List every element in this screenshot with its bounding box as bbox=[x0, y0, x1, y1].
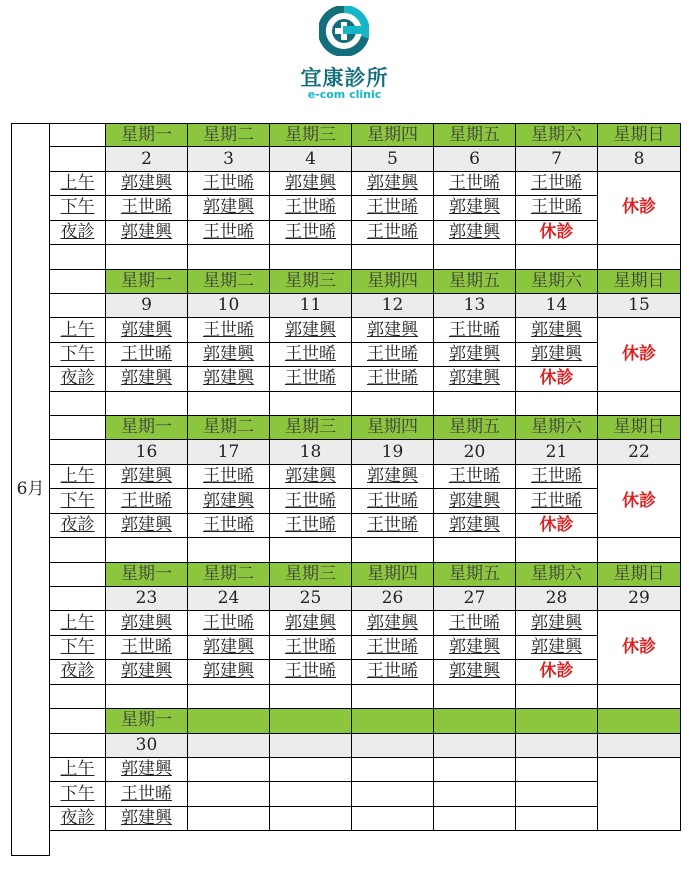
doctor-name: 王世晞 bbox=[270, 660, 352, 684]
blank-cell bbox=[50, 270, 106, 294]
clinic-subtitle: e-com clinic bbox=[307, 88, 382, 101]
slot-label: 夜診 bbox=[50, 660, 106, 684]
doctor-name: 王世晞 bbox=[270, 343, 352, 367]
slot-label: 夜診 bbox=[50, 221, 106, 245]
spacer-cell bbox=[270, 245, 352, 269]
doctor-name: 王世晞 bbox=[516, 172, 598, 196]
doctor-name: 郭建興 bbox=[188, 196, 270, 220]
slot-label: 下午 bbox=[50, 489, 106, 513]
doctor-name: 王世晞 bbox=[106, 636, 188, 660]
doctor-name: 王世晞 bbox=[188, 514, 270, 538]
date-cell: 12 bbox=[352, 294, 434, 318]
doctor-name: 郭建興 bbox=[352, 465, 434, 489]
doctor-name: 郭建興 bbox=[434, 221, 516, 245]
rest-label: 休診 bbox=[516, 221, 598, 245]
doctor-name: 王世晞 bbox=[270, 367, 352, 391]
date-cell: 5 bbox=[352, 147, 434, 171]
schedule-cell-empty bbox=[352, 758, 434, 782]
doctor-name: 郭建興 bbox=[106, 807, 188, 831]
blank-cell bbox=[50, 416, 106, 440]
weekday-header: 星期日 bbox=[598, 563, 681, 587]
doctor-name: 王世晞 bbox=[270, 636, 352, 660]
weekday-header: 星期一 bbox=[106, 416, 188, 440]
spacer-cell bbox=[106, 245, 188, 269]
date-cell: 14 bbox=[516, 294, 598, 318]
schedule-cell-empty bbox=[188, 758, 270, 782]
slot-label: 夜診 bbox=[50, 367, 106, 391]
doctor-name: 王世晞 bbox=[188, 465, 270, 489]
schedule-cell-empty bbox=[516, 758, 598, 782]
doctor-name: 郭建興 bbox=[106, 221, 188, 245]
weekday-header-empty bbox=[516, 709, 598, 733]
date-cell: 22 bbox=[598, 440, 681, 464]
weekday-header: 星期五 bbox=[434, 123, 516, 147]
blank-cell bbox=[50, 123, 106, 147]
date-cell: 13 bbox=[434, 294, 516, 318]
blank-cell bbox=[50, 440, 106, 464]
doctor-name: 王世晞 bbox=[106, 489, 188, 513]
sunday-rest-label: 休診 bbox=[598, 172, 681, 245]
weekday-header: 星期三 bbox=[270, 563, 352, 587]
doctor-name: 郭建興 bbox=[106, 611, 188, 635]
date-cell: 16 bbox=[106, 440, 188, 464]
spacer-cell bbox=[188, 392, 270, 416]
doctor-name: 王世晞 bbox=[434, 318, 516, 342]
date-cell: 20 bbox=[434, 440, 516, 464]
weekday-header: 星期二 bbox=[188, 416, 270, 440]
doctor-name: 郭建興 bbox=[516, 636, 598, 660]
date-cell: 7 bbox=[516, 147, 598, 171]
weekday-header: 星期一 bbox=[106, 563, 188, 587]
doctor-name: 郭建興 bbox=[516, 318, 598, 342]
schedule-cell-empty bbox=[352, 807, 434, 831]
doctor-name: 王世晞 bbox=[270, 489, 352, 513]
weekday-header: 星期五 bbox=[434, 270, 516, 294]
doctor-name: 王世晞 bbox=[516, 196, 598, 220]
blank-cell bbox=[50, 563, 106, 587]
spacer-cell bbox=[50, 245, 106, 269]
slot-label: 上午 bbox=[50, 465, 106, 489]
doctor-name: 郭建興 bbox=[434, 660, 516, 684]
spacer-cell bbox=[352, 245, 434, 269]
doctor-name: 王世晞 bbox=[352, 514, 434, 538]
doctor-name: 王世晞 bbox=[106, 196, 188, 220]
clinic-name: 宜康診所 bbox=[300, 66, 389, 90]
date-cell: 9 bbox=[106, 294, 188, 318]
doctor-name: 郭建興 bbox=[188, 660, 270, 684]
doctor-name: 郭建興 bbox=[106, 758, 188, 782]
weekday-header: 星期五 bbox=[434, 563, 516, 587]
date-cell-empty bbox=[598, 734, 681, 758]
weekday-header: 星期一 bbox=[106, 270, 188, 294]
date-cell: 6 bbox=[434, 147, 516, 171]
doctor-name: 郭建興 bbox=[434, 196, 516, 220]
doctor-name: 郭建興 bbox=[106, 465, 188, 489]
spacer-cell bbox=[270, 538, 352, 562]
spacer-cell bbox=[352, 392, 434, 416]
weekday-header: 星期三 bbox=[270, 270, 352, 294]
spacer-cell bbox=[434, 245, 516, 269]
date-cell: 19 bbox=[352, 440, 434, 464]
doctor-name: 郭建興 bbox=[106, 660, 188, 684]
clinic-header bbox=[0, 0, 689, 118]
blank-cell bbox=[50, 709, 106, 733]
date-cell: 18 bbox=[270, 440, 352, 464]
weekday-header: 星期日 bbox=[598, 270, 681, 294]
doctor-name: 王世晞 bbox=[270, 221, 352, 245]
blank-cell bbox=[50, 587, 106, 611]
date-cell-empty bbox=[434, 734, 516, 758]
doctor-name: 郭建興 bbox=[270, 318, 352, 342]
doctor-name: 王世晞 bbox=[352, 343, 434, 367]
sunday-empty bbox=[598, 758, 681, 831]
schedule-cell-empty bbox=[188, 807, 270, 831]
doctor-name: 王世晞 bbox=[188, 221, 270, 245]
weekday-header-empty bbox=[352, 709, 434, 733]
spacer-cell bbox=[50, 538, 106, 562]
schedule-cell-empty bbox=[434, 758, 516, 782]
date-cell: 26 bbox=[352, 587, 434, 611]
date-cell: 11 bbox=[270, 294, 352, 318]
spacer-cell bbox=[516, 392, 598, 416]
doctor-name: 王世晞 bbox=[188, 611, 270, 635]
weekday-header: 星期四 bbox=[352, 123, 434, 147]
schedule-cell-empty bbox=[270, 758, 352, 782]
weekday-header: 星期四 bbox=[352, 270, 434, 294]
weekday-header: 星期三 bbox=[270, 123, 352, 147]
date-cell: 4 bbox=[270, 147, 352, 171]
weekday-header-empty bbox=[270, 709, 352, 733]
date-cell: 17 bbox=[188, 440, 270, 464]
weekday-header: 星期日 bbox=[598, 123, 681, 147]
doctor-name: 郭建興 bbox=[188, 367, 270, 391]
slot-label: 上午 bbox=[50, 318, 106, 342]
spacer-cell bbox=[106, 685, 188, 709]
weekday-header: 星期四 bbox=[352, 563, 434, 587]
slot-label: 上午 bbox=[50, 758, 106, 782]
spacer-cell bbox=[106, 538, 188, 562]
spacer-cell bbox=[106, 392, 188, 416]
weekday-header: 星期二 bbox=[188, 270, 270, 294]
date-cell: 3 bbox=[188, 147, 270, 171]
doctor-name: 郭建興 bbox=[516, 343, 598, 367]
date-cell-empty bbox=[188, 734, 270, 758]
spacer-cell bbox=[434, 685, 516, 709]
date-cell: 28 bbox=[516, 587, 598, 611]
spacer-cell bbox=[188, 245, 270, 269]
date-cell: 29 bbox=[598, 587, 681, 611]
spacer-cell bbox=[516, 685, 598, 709]
doctor-name: 郭建興 bbox=[106, 172, 188, 196]
weekday-header: 星期五 bbox=[434, 416, 516, 440]
doctor-name: 王世晞 bbox=[352, 196, 434, 220]
rest-label: 休診 bbox=[516, 367, 598, 391]
slot-label: 夜診 bbox=[50, 807, 106, 831]
doctor-name: 王世晞 bbox=[352, 367, 434, 391]
plus-circle-icon bbox=[319, 6, 369, 60]
doctor-name: 郭建興 bbox=[434, 489, 516, 513]
doctor-name: 郭建興 bbox=[106, 514, 188, 538]
doctor-name: 郭建興 bbox=[106, 318, 188, 342]
schedule-cell-empty bbox=[188, 782, 270, 806]
schedule-table bbox=[11, 123, 681, 856]
date-cell: 2 bbox=[106, 147, 188, 171]
weekday-header: 星期六 bbox=[516, 416, 598, 440]
spacer-cell bbox=[434, 538, 516, 562]
doctor-name: 王世晞 bbox=[352, 489, 434, 513]
doctor-name: 郭建興 bbox=[352, 172, 434, 196]
spacer-cell bbox=[598, 392, 681, 416]
spacer-cell bbox=[598, 245, 681, 269]
doctor-name: 郭建興 bbox=[270, 172, 352, 196]
doctor-name: 王世晞 bbox=[434, 465, 516, 489]
doctor-name: 郭建興 bbox=[188, 489, 270, 513]
weekday-header: 星期一 bbox=[106, 709, 188, 733]
schedule-cell-empty bbox=[270, 807, 352, 831]
doctor-name: 王世晞 bbox=[188, 172, 270, 196]
doctor-name: 郭建興 bbox=[188, 636, 270, 660]
doctor-name: 王世晞 bbox=[434, 611, 516, 635]
rest-label: 休診 bbox=[516, 514, 598, 538]
date-cell: 24 bbox=[188, 587, 270, 611]
schedule-cell-empty bbox=[270, 782, 352, 806]
blank-cell bbox=[50, 294, 106, 318]
date-cell-empty bbox=[516, 734, 598, 758]
spacer-cell bbox=[516, 538, 598, 562]
slot-label: 下午 bbox=[50, 636, 106, 660]
slot-label: 下午 bbox=[50, 782, 106, 806]
weekday-header: 星期六 bbox=[516, 270, 598, 294]
slot-label: 下午 bbox=[50, 196, 106, 220]
blank-cell bbox=[50, 147, 106, 171]
weekday-header: 星期一 bbox=[106, 123, 188, 147]
date-cell: 10 bbox=[188, 294, 270, 318]
schedule-cell-empty bbox=[516, 807, 598, 831]
spacer-cell bbox=[434, 392, 516, 416]
date-cell: 30 bbox=[106, 734, 188, 758]
doctor-name: 王世晞 bbox=[352, 636, 434, 660]
doctor-name: 郭建興 bbox=[352, 318, 434, 342]
sunday-rest-label: 休診 bbox=[598, 465, 681, 538]
doctor-name: 王世晞 bbox=[516, 465, 598, 489]
doctor-name: 郭建興 bbox=[270, 465, 352, 489]
spacer-cell bbox=[50, 685, 106, 709]
weekday-header: 星期六 bbox=[516, 563, 598, 587]
weekday-header: 星期四 bbox=[352, 416, 434, 440]
doctor-name: 王世晞 bbox=[106, 782, 188, 806]
weekday-header-empty bbox=[434, 709, 516, 733]
sunday-rest-label: 休診 bbox=[598, 611, 681, 684]
doctor-name: 郭建興 bbox=[434, 367, 516, 391]
doctor-name: 郭建興 bbox=[352, 611, 434, 635]
spacer-cell bbox=[598, 685, 681, 709]
doctor-name: 王世晞 bbox=[352, 660, 434, 684]
weekday-header: 星期日 bbox=[598, 416, 681, 440]
spacer-cell bbox=[50, 392, 106, 416]
schedule-cell-empty bbox=[434, 807, 516, 831]
slot-label: 下午 bbox=[50, 343, 106, 367]
doctor-name: 王世晞 bbox=[434, 172, 516, 196]
doctor-name: 郭建興 bbox=[188, 343, 270, 367]
doctor-name: 郭建興 bbox=[270, 611, 352, 635]
schedule-cell-empty bbox=[516, 782, 598, 806]
slot-label: 上午 bbox=[50, 172, 106, 196]
doctor-name: 郭建興 bbox=[434, 343, 516, 367]
doctor-name: 王世晞 bbox=[516, 489, 598, 513]
doctor-name: 郭建興 bbox=[434, 636, 516, 660]
weekday-header-empty bbox=[188, 709, 270, 733]
date-cell-empty bbox=[270, 734, 352, 758]
spacer-cell bbox=[516, 245, 598, 269]
date-cell: 8 bbox=[598, 147, 681, 171]
rest-label: 休診 bbox=[516, 660, 598, 684]
date-cell-empty bbox=[352, 734, 434, 758]
doctor-name: 郭建興 bbox=[516, 611, 598, 635]
spacer-cell bbox=[598, 538, 681, 562]
doctor-name: 王世晞 bbox=[352, 221, 434, 245]
date-cell: 15 bbox=[598, 294, 681, 318]
spacer-cell bbox=[188, 538, 270, 562]
schedule-cell-empty bbox=[352, 782, 434, 806]
doctor-name: 王世晞 bbox=[106, 343, 188, 367]
month-label: 6月 bbox=[11, 123, 50, 856]
blank-cell bbox=[50, 734, 106, 758]
date-cell: 27 bbox=[434, 587, 516, 611]
schedule-cell-empty bbox=[434, 782, 516, 806]
spacer-cell bbox=[270, 392, 352, 416]
weekday-header: 星期二 bbox=[188, 123, 270, 147]
doctor-name: 王世晞 bbox=[270, 196, 352, 220]
doctor-name: 王世晞 bbox=[270, 514, 352, 538]
date-cell: 25 bbox=[270, 587, 352, 611]
doctor-name: 郭建興 bbox=[106, 367, 188, 391]
weekday-header: 星期六 bbox=[516, 123, 598, 147]
date-cell: 23 bbox=[106, 587, 188, 611]
doctor-name: 王世晞 bbox=[188, 318, 270, 342]
slot-label: 夜診 bbox=[50, 514, 106, 538]
spacer-cell bbox=[352, 685, 434, 709]
date-cell: 21 bbox=[516, 440, 598, 464]
spacer-cell bbox=[270, 685, 352, 709]
doctor-name: 郭建興 bbox=[434, 514, 516, 538]
weekday-header: 星期三 bbox=[270, 416, 352, 440]
slot-label: 上午 bbox=[50, 611, 106, 635]
sunday-rest-label: 休診 bbox=[598, 318, 681, 391]
spacer-cell bbox=[352, 538, 434, 562]
weekday-header: 星期二 bbox=[188, 563, 270, 587]
spacer-cell bbox=[188, 685, 270, 709]
weekday-header-empty bbox=[598, 709, 681, 733]
